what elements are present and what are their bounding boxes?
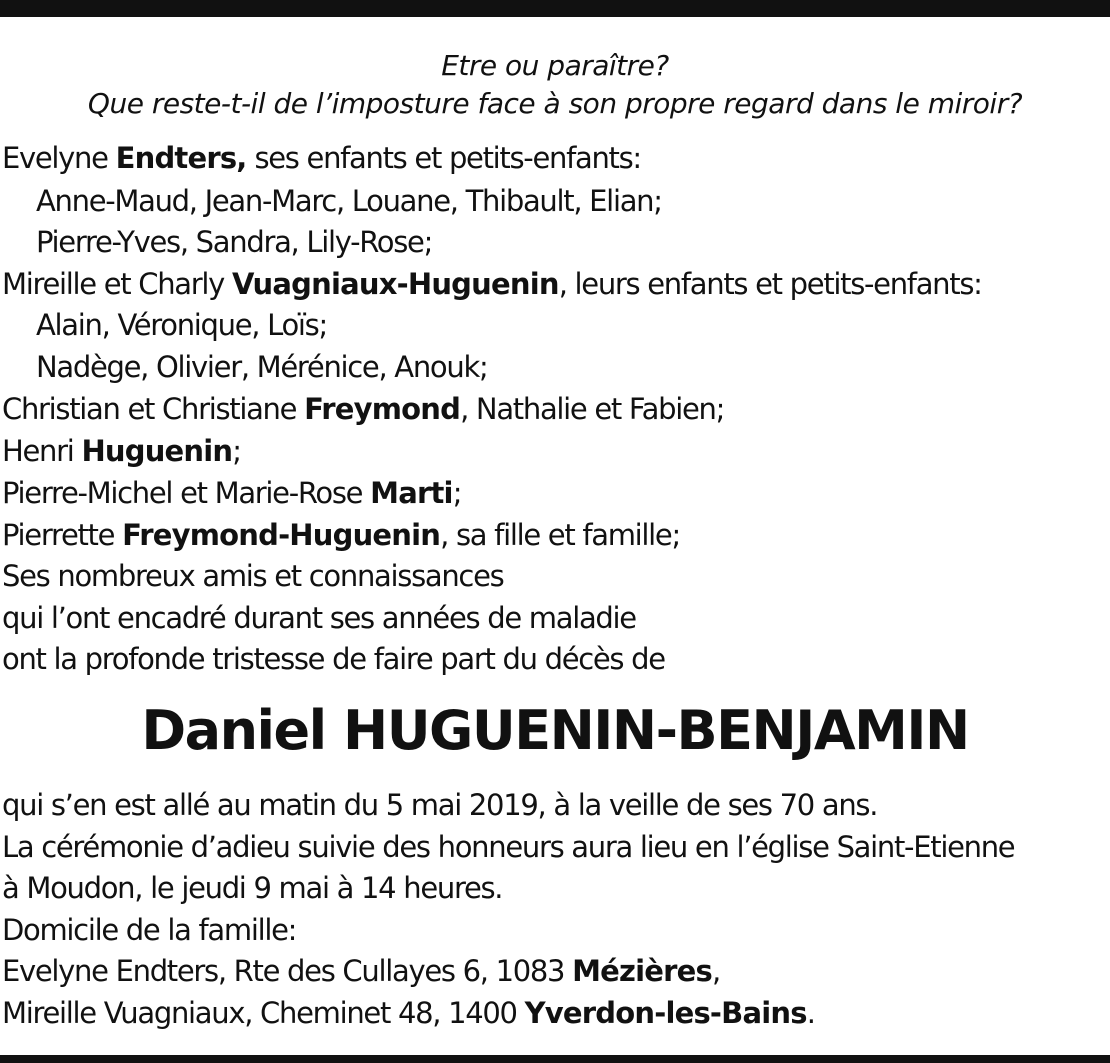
bottom-border-rule	[0, 1055, 1110, 1063]
ceremony-line: La cérémonie d’adieu suivie des honneurs aura lieu en l’église Saint-Etienne	[2, 830, 1015, 864]
top-border-rule	[0, 0, 1110, 17]
mourner-text: ses enfants et petits-enfants:	[246, 141, 641, 175]
address-text: .	[806, 996, 815, 1030]
mourner-text: Mireille et Charly	[2, 267, 232, 301]
family-address-heading: Domicile de la famille:	[2, 913, 297, 947]
address-text: Evelyne Endters, Rte des Cullayes 6, 1083	[2, 954, 573, 988]
address-text: ,	[711, 954, 720, 988]
ceremony-place-line: à Moudon, le jeudi 9 mai à 14 heures.	[2, 871, 503, 905]
mourner-text: Evelyne	[2, 141, 116, 175]
mourner-surname: Marti	[370, 476, 453, 510]
announcement-line: ont la profonde tristesse de faire part du décès de	[2, 642, 665, 676]
mourner-pierre-michel	[2, 474, 461, 512]
mourner-surname: Vuagniaux-Huguenin	[231, 267, 559, 301]
passing-date-line: qui s’en est allé au matin du 5 mai 2019, à la veille de ses 70 ans.	[2, 788, 878, 822]
mourner-pierrette	[2, 516, 680, 554]
mourner-text: Pierre-Michel et Marie-Rose	[2, 476, 371, 510]
mourner-text: ;	[232, 434, 241, 468]
mourner-text: ;	[452, 476, 462, 510]
mourner-text: Christian et Christiane	[2, 392, 305, 426]
epigraph-line-1: Etre ou paraître?	[441, 49, 669, 82]
mourner-children-list: Nadège, Olivier, Mérénice, Anouk;	[36, 350, 488, 384]
address-locality: Yverdon-les-Bains	[524, 996, 807, 1030]
mourner-christian	[2, 390, 724, 428]
friends-line: Ses nombreux amis et connaissances	[2, 559, 504, 593]
family-address-2	[2, 994, 815, 1032]
mourner-text: , Nathalie et Fabien;	[460, 392, 725, 426]
mourner-evelyne	[2, 139, 641, 177]
mourner-children-list: Anne-Maud, Jean-Marc, Louane, Thibault, Elian;	[36, 184, 662, 218]
family-address-1	[2, 952, 720, 990]
address-text: Mireille Vuagniaux, Cheminet 48, 1400	[2, 996, 525, 1030]
mourner-henri	[2, 432, 241, 470]
mourner-children-list: Pierre-Yves, Sandra, Lily-Rose;	[36, 225, 433, 259]
mourner-surname: Freymond	[304, 392, 461, 426]
mourner-text: Henri	[2, 434, 82, 468]
mourner-text: Pierrette	[2, 518, 123, 552]
friends-line: qui l’ont encadré durant ses années de maladie	[2, 601, 636, 635]
mourner-children-list: Alain, Véronique, Loïs;	[36, 308, 327, 342]
address-locality: Mézières	[572, 954, 712, 988]
mourner-text: , leurs enfants et petits-enfants:	[558, 267, 982, 301]
mourner-mireille	[2, 265, 982, 303]
mourner-text: , sa fille et famille;	[440, 518, 680, 552]
mourner-surname: Huguenin	[81, 434, 233, 468]
mourner-surname: Freymond-Huguenin	[122, 518, 441, 552]
deceased-name: Daniel HUGUENIN-BENJAMIN	[141, 699, 969, 762]
epigraph-line-2: Que reste-t-il de l’imposture face à son propre regard dans le miroir?	[87, 87, 1023, 120]
mourner-surname: Endters,	[115, 141, 247, 175]
